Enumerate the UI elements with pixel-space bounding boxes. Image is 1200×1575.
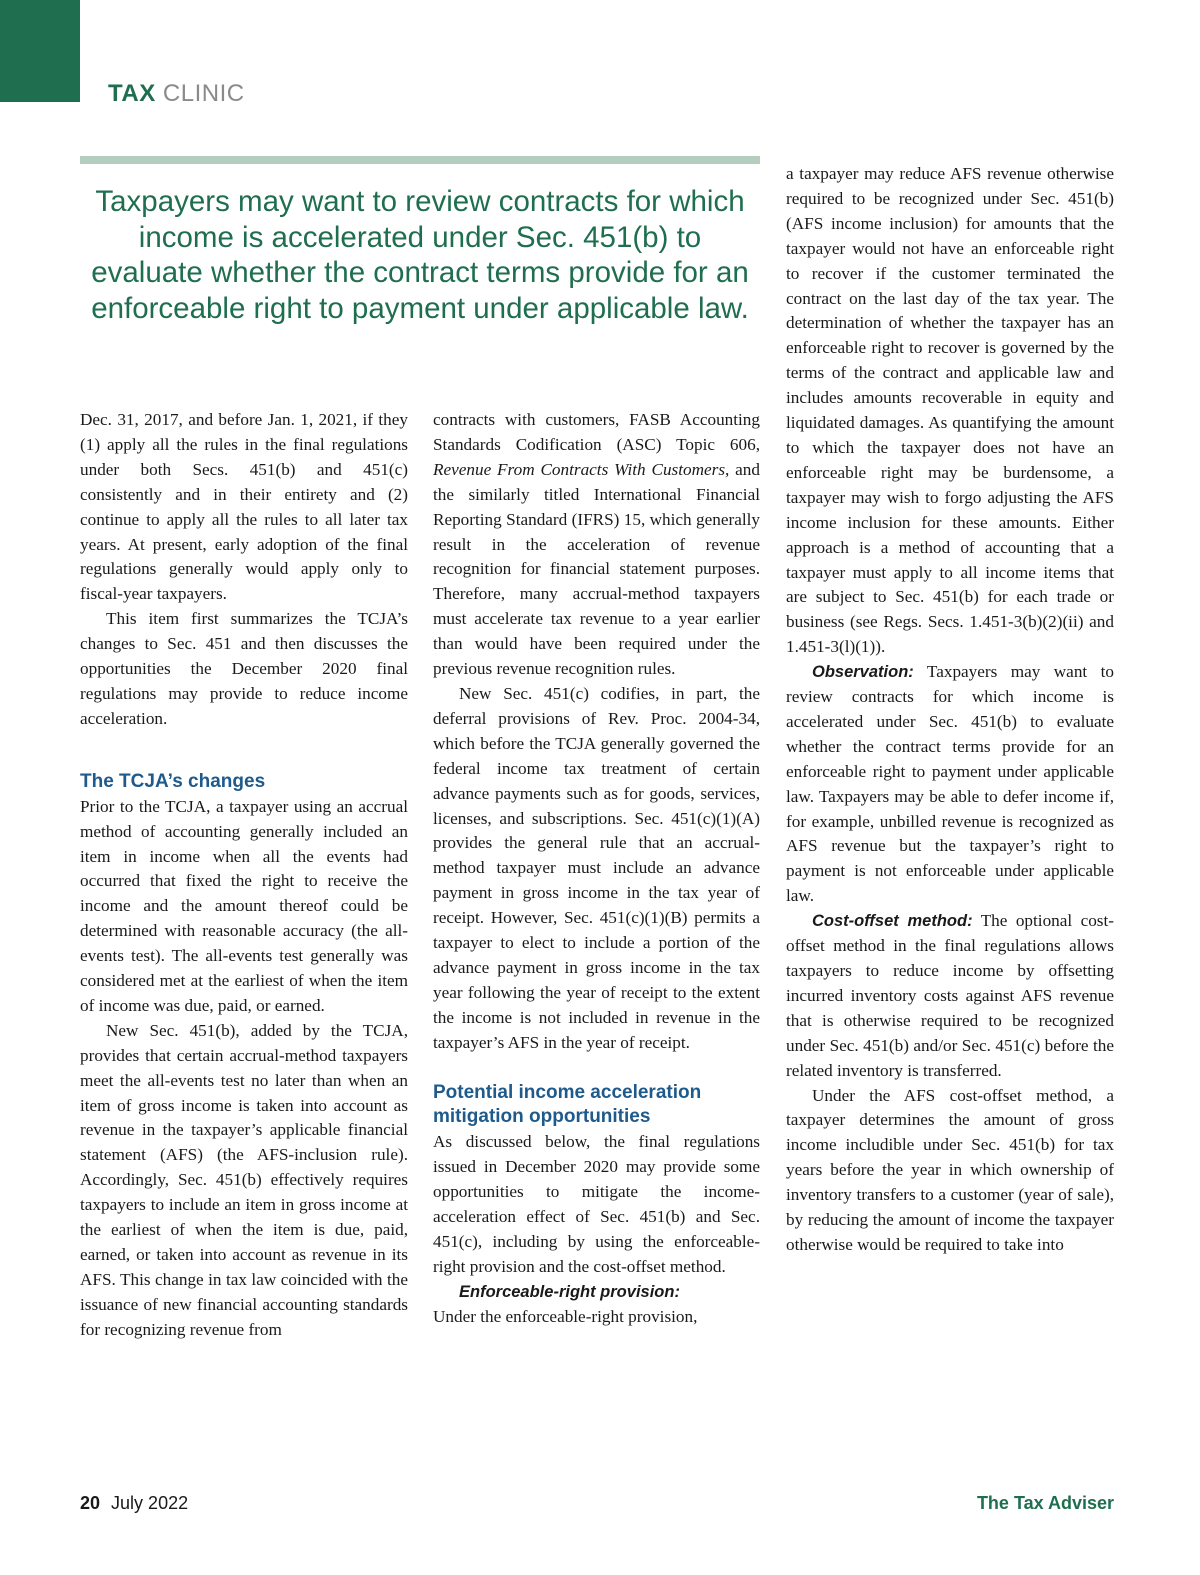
run-in-heading: Enforceable-right provision: <box>459 1282 680 1301</box>
footer-folio <box>80 1493 188 1514</box>
paragraph <box>433 408 760 682</box>
paragraph: a taxpayer may reduce AFS revenue otherwise required to be recognized under Sec. 451(b) (AFS income inclusion) for amounts that the taxpayer would not have an enforceable right to recover if the customer terminated the contract on the last day of the tax year. The determination of whether the taxpayer has an enforceable right to recover is governed by the terms of the contract and applicable law and includes amounts recoverable in equity and liquidated damages. As quantifying the amount to which the taxpayer does not have an enforceable right may be burdensome, a taxpayer may wish to forgo adjusting the AFS income inclusion for these amounts. Either approach is a method of accounting that a taxpayer must apply to all income items that are subject to Sec. 451(b) for each trade or business (see Regs. Secs. 1.451-3(b)(2)(ii) and 1.451-3(l)(1)). <box>786 164 1114 657</box>
column-1 <box>80 408 408 1343</box>
paragraph: Under the AFS cost-offset method, a taxpayer determines the amount of gross income includible under Sec. 451(b) for tax years before the year in which ownership of inventory transfers to a customer (year of sale), by reducing the amount of income the taxpayer otherwise would be required to take into <box>786 1085 1114 1254</box>
page-number: 20 <box>80 1493 101 1513</box>
section-header-bold: TAX <box>108 80 156 107</box>
publication-name: The Tax Adviser <box>976 1493 1114 1513</box>
paragraph <box>433 1280 760 1330</box>
paragraph-text: contracts with customers, FASB Accounting Standards Codification (ASC) Topic 606, <box>433 410 760 454</box>
paragraph: Dec. 31, 2017, and before Jan. 1, 2021, if they (1) apply all the rules in the final regulations under both Secs. 451(b) and 451(c) consistently and in their entirety and (2) continue to apply all the rules to all later tax years. At present, early adoption of the final regulations generally would apply only to fiscal-year taxpayers. <box>80 410 408 604</box>
corner-color-block <box>0 0 80 102</box>
section-heading: Potential income acceleration mitigation opportunities <box>433 1081 702 1128</box>
paragraph-text: Under the enforceable-right provision, <box>433 1306 698 1326</box>
issue-date: July 2022 <box>111 1493 189 1513</box>
paragraph-text: The optional cost-offset method in the final regulations allows taxpayers to reduce income by offsetting incurred inventory costs against AFS revenue that is otherwise required to be recognized under Sec. 451(b) and/or Sec. 451(c) before the related inventory is transferred. <box>786 911 1114 1080</box>
paragraph: New Sec. 451(b), added by the TCJA, provides that certain accrual-method taxpayers meet the all-events test no later than when an item of gross income is taken into account as revenue in the taxpayer’s applicable financial statement (AFS) (the AFS-inclusion rule). Accordingly, Sec. 451(b) effectively requires taxpayers to include an item in gross income at the earliest of when the item is due, paid, earned, or taken into account as revenue in its AFS. This change in tax law coincided with the issuance of new financial accounting standards for recognizing revenue from <box>80 1020 408 1339</box>
standard-title: Revenue From Contracts With Customers <box>433 459 726 479</box>
paragraph <box>786 660 1114 909</box>
section-header <box>108 80 245 108</box>
paragraph-text: Taxpayers may want to review contracts for which income is accelerated under Sec. 451(b) to evaluate whether the contract terms provide for an enforceable right to payment under applicable law. Taxpayers may be able to defer income if, for example, unbilled revenue is recognized as AFS revenue but the taxpayer’s right to payment is not enforceable under applicable law. <box>786 662 1114 906</box>
paragraph-text: , and the similarly titled International Financial Reporting Standard (IFRS) 15, which generally result in the acceleration of revenue recognition for financial statement purposes. Therefore, many accrual-method taxpayers must accelerate tax revenue to a year earlier than would have been required under the previous revenue recognition rules. <box>433 459 760 679</box>
paragraph: This item first summarizes the TCJA’s changes to Sec. 451 and then discusses the opportunities the December 2020 final regulations may provide to reduce income acceleration. <box>80 609 408 728</box>
paragraph: Prior to the TCJA, a taxpayer using an accrual method of accounting generally included an item in income when all the events had occurred that fixed the right to receive the income and the amount thereof could be determined with reasonable accuracy (the all-events test). The all-events test generally was considered met at the earliest of when the item of income was due, paid, or earned. <box>80 796 408 1015</box>
section-header-light: CLINIC <box>162 80 245 107</box>
pull-quote: Taxpayers may want to review contracts for which income is accelerated under Sec. 451(b) to evaluate whether the contract terms provide for an enforceable right to payment under applicable law. <box>91 185 749 325</box>
paragraph: As discussed below, the final regulations issued in December 2020 may provide some opportunities to mitigate the income-acceleration effect of Sec. 451(b) and Sec. 451(c), including by using the enforceable-right provision and the cost-offset method. <box>433 1132 760 1276</box>
run-in-heading: Observation: <box>812 663 914 682</box>
paragraph: New Sec. 451(c) codifies, in part, the deferral provisions of Rev. Proc. 2004-34, which before the TCJA generally governed the federal income tax treatment of certain advance payments such as for goods, services, licenses, and subscriptions. Sec. 451(c)(1)(A) provides the general rule that an accrual-method taxpayer must include an advance payment in gross income in the tax year of receipt. However, Sec. 451(c)(1)(B) permits a taxpayer to elect to include a portion of the advance payment in gross income in the tax year following the year of receipt to the extent the income is not included in revenue in the taxpayer’s AFS in the year of receipt. <box>433 683 760 1052</box>
paragraph <box>786 909 1114 1083</box>
run-in-heading: Cost-offset method: <box>812 912 973 931</box>
column-2 <box>433 408 760 1330</box>
section-heading: The TCJA’s changes <box>80 770 266 792</box>
column-3 <box>786 162 1114 1258</box>
pull-quote-rule <box>80 156 760 164</box>
